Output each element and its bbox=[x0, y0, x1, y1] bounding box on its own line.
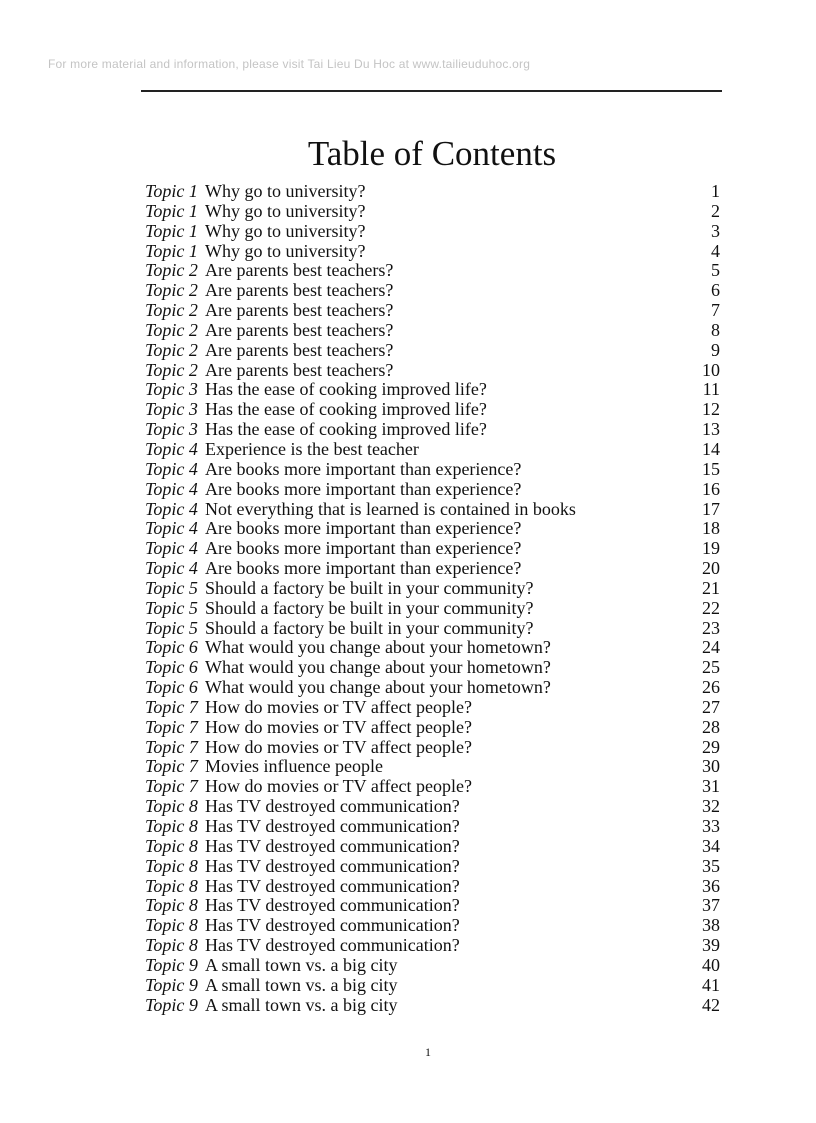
toc-page-number: 33 bbox=[702, 816, 720, 836]
toc-entry[interactable] bbox=[145, 439, 720, 459]
toc-entry-title: A small town vs. a big city bbox=[205, 974, 398, 995]
toc-topic-label: Topic 3 bbox=[145, 419, 198, 440]
toc-topic-label: Topic 3 bbox=[145, 399, 198, 420]
toc-page-number: 3 bbox=[711, 220, 720, 241]
toc-page-number: 9 bbox=[711, 339, 720, 360]
toc-topic-label: Topic 4 bbox=[145, 518, 198, 539]
toc-topic-label: Topic 8 bbox=[145, 835, 198, 856]
toc-entry-title: Why go to university? bbox=[205, 181, 366, 201]
toc-entry[interactable] bbox=[145, 221, 720, 241]
toc-page-number: 11 bbox=[702, 379, 720, 400]
toc-page-number: 18 bbox=[702, 518, 720, 539]
toc-entry[interactable] bbox=[145, 578, 720, 598]
toc-topic-label: Topic 8 bbox=[145, 875, 198, 896]
toc-entry-title: Not everything that is learned is contained in books bbox=[205, 498, 576, 519]
toc-entry-title: What would you change about your hometown? bbox=[205, 657, 551, 678]
toc-page-number: 41 bbox=[702, 974, 720, 995]
toc-entry[interactable] bbox=[145, 975, 720, 995]
toc-page-number: 22 bbox=[702, 597, 720, 618]
toc-page-number: 24 bbox=[702, 637, 720, 658]
toc-topic-label: Topic 1 bbox=[145, 181, 198, 201]
toc-page-number: 20 bbox=[702, 558, 720, 579]
toc-entry[interactable] bbox=[145, 697, 720, 717]
toc-entry[interactable] bbox=[145, 776, 720, 796]
toc-page-number: 1 bbox=[711, 181, 720, 201]
toc-entry-title: Has TV destroyed communication? bbox=[205, 816, 460, 836]
toc-entry[interactable] bbox=[145, 320, 720, 340]
toc-topic-label: Topic 2 bbox=[145, 280, 198, 301]
toc-page-number: 6 bbox=[711, 280, 720, 301]
toc-entry[interactable] bbox=[145, 915, 720, 935]
toc-entry[interactable] bbox=[145, 618, 720, 638]
toc-topic-label: Topic 4 bbox=[145, 498, 198, 519]
toc-entry-title: Has the ease of cooking improved life? bbox=[205, 419, 487, 440]
toc-entry-title: Are parents best teachers? bbox=[205, 260, 394, 281]
toc-entry[interactable] bbox=[145, 201, 720, 221]
toc-entry-title: A small town vs. a big city bbox=[205, 994, 398, 1015]
toc-entry-title: Experience is the best teacher bbox=[205, 438, 419, 459]
toc-topic-label: Topic 5 bbox=[145, 597, 198, 618]
toc-entry-title: Are parents best teachers? bbox=[205, 319, 394, 340]
toc-page-number: 27 bbox=[702, 696, 720, 717]
toc-topic-label: Topic 4 bbox=[145, 538, 198, 559]
toc-page-number: 40 bbox=[702, 954, 720, 975]
toc-page-number: 14 bbox=[702, 438, 720, 459]
toc-entry[interactable] bbox=[145, 260, 720, 280]
toc-page-number: 12 bbox=[702, 399, 720, 420]
toc-topic-label: Topic 4 bbox=[145, 438, 198, 459]
toc-page-number: 8 bbox=[711, 319, 720, 340]
toc-page-number: 21 bbox=[702, 577, 720, 598]
toc-page-number: 7 bbox=[711, 300, 720, 321]
toc-page-number: 4 bbox=[711, 240, 720, 261]
toc-topic-label: Topic 7 bbox=[145, 716, 198, 737]
toc-topic-label: Topic 1 bbox=[145, 240, 198, 261]
header-rule bbox=[141, 90, 722, 92]
toc-entry[interactable] bbox=[145, 499, 720, 519]
toc-entry-title: How do movies or TV affect people? bbox=[205, 736, 472, 757]
toc-page-number: 38 bbox=[702, 915, 720, 936]
toc-entry[interactable] bbox=[145, 598, 720, 618]
toc-entry-title: Why go to university? bbox=[205, 220, 366, 241]
toc-entry[interactable] bbox=[145, 360, 720, 380]
toc-entry[interactable] bbox=[145, 796, 720, 816]
toc-entry-title: Has the ease of cooking improved life? bbox=[205, 379, 487, 400]
toc-entry-title: Are books more important than experience? bbox=[205, 558, 522, 579]
toc-page-number: 31 bbox=[702, 776, 720, 797]
toc-topic-label: Topic 8 bbox=[145, 796, 198, 817]
toc-entry-title: Why go to university? bbox=[205, 200, 366, 221]
toc-topic-label: Topic 5 bbox=[145, 577, 198, 598]
toc-entry[interactable] bbox=[145, 895, 720, 915]
toc-entry-title: Has TV destroyed communication? bbox=[205, 796, 460, 817]
toc-entry[interactable] bbox=[145, 657, 720, 677]
page-title: Table of Contents bbox=[307, 134, 557, 173]
toc-topic-label: Topic 1 bbox=[145, 200, 198, 221]
toc-topic-label: Topic 6 bbox=[145, 657, 198, 678]
toc-page-number: 2 bbox=[711, 200, 720, 221]
toc-entry[interactable] bbox=[145, 181, 720, 201]
toc-page-number: 37 bbox=[702, 895, 720, 916]
toc-entry-title: Why go to university? bbox=[205, 240, 366, 261]
toc-entry-title: Has TV destroyed communication? bbox=[205, 935, 460, 956]
toc-entry-title: Are books more important than experience? bbox=[205, 458, 522, 479]
toc-entry[interactable] bbox=[145, 836, 720, 856]
toc-list bbox=[145, 181, 720, 1014]
toc-topic-label: Topic 7 bbox=[145, 776, 198, 797]
toc-page-number: 19 bbox=[702, 538, 720, 559]
toc-entry-title: Should a factory be built in your community? bbox=[205, 617, 534, 638]
toc-entry-title: Should a factory be built in your community? bbox=[205, 597, 534, 618]
toc-entry-title: Should a factory be built in your community? bbox=[205, 577, 534, 598]
toc-entry[interactable] bbox=[145, 379, 720, 399]
toc-topic-label: Topic 2 bbox=[145, 319, 198, 340]
toc-entry[interactable] bbox=[145, 935, 720, 955]
toc-topic-label: Topic 9 bbox=[145, 994, 198, 1015]
toc-page-number: 28 bbox=[702, 716, 720, 737]
toc-page-number: 35 bbox=[702, 855, 720, 876]
toc-entry[interactable] bbox=[145, 558, 720, 578]
toc-page-number: 32 bbox=[702, 796, 720, 817]
toc-page-number: 26 bbox=[702, 677, 720, 698]
toc-page-number: 5 bbox=[711, 260, 720, 281]
toc-entry-title: Are parents best teachers? bbox=[205, 339, 394, 360]
toc-topic-label: Topic 6 bbox=[145, 677, 198, 698]
toc-entry-title: Has TV destroyed communication? bbox=[205, 895, 460, 916]
toc-page-number: 29 bbox=[702, 736, 720, 757]
toc-entry[interactable] bbox=[145, 677, 720, 697]
toc-entry-title: How do movies or TV affect people? bbox=[205, 696, 472, 717]
toc-entry-title: Has the ease of cooking improved life? bbox=[205, 399, 487, 420]
toc-entry-title: A small town vs. a big city bbox=[205, 954, 398, 975]
toc-topic-label: Topic 6 bbox=[145, 637, 198, 658]
toc-entry-title: Are books more important than experience? bbox=[205, 518, 522, 539]
toc-topic-label: Topic 4 bbox=[145, 558, 198, 579]
toc-entry-title: Are parents best teachers? bbox=[205, 300, 394, 321]
toc-entry[interactable] bbox=[145, 241, 720, 261]
toc-page-number: 17 bbox=[702, 498, 720, 519]
toc-topic-label: Topic 8 bbox=[145, 855, 198, 876]
toc-entry-title: Has TV destroyed communication? bbox=[205, 915, 460, 936]
toc-entry[interactable] bbox=[145, 459, 720, 479]
toc-entry[interactable] bbox=[145, 518, 720, 538]
toc-entry-title: What would you change about your hometown? bbox=[205, 677, 551, 698]
toc-topic-label: Topic 4 bbox=[145, 478, 198, 499]
toc-page-number: 25 bbox=[702, 657, 720, 678]
toc-entry-title: Has TV destroyed communication? bbox=[205, 835, 460, 856]
toc-entry-title: Are parents best teachers? bbox=[205, 280, 394, 301]
toc-entry-title: Has TV destroyed communication? bbox=[205, 875, 460, 896]
page-number: 1 bbox=[425, 1045, 431, 1059]
toc-entry-title: What would you change about your hometown? bbox=[205, 637, 551, 658]
toc-entry-title: How do movies or TV affect people? bbox=[205, 776, 472, 797]
toc-topic-label: Topic 7 bbox=[145, 736, 198, 757]
toc-topic-label: Topic 3 bbox=[145, 379, 198, 400]
toc-topic-label: Topic 2 bbox=[145, 339, 198, 360]
toc-topic-label: Topic 2 bbox=[145, 260, 198, 281]
toc-entry[interactable] bbox=[145, 637, 720, 657]
toc-topic-label: Topic 8 bbox=[145, 915, 198, 936]
toc-topic-label: Topic 7 bbox=[145, 756, 198, 777]
toc-topic-label: Topic 8 bbox=[145, 816, 198, 836]
toc-entry-title: Are books more important than experience? bbox=[205, 538, 522, 559]
toc-page-number: 39 bbox=[702, 935, 720, 956]
toc-entry[interactable] bbox=[145, 538, 720, 558]
toc-entry[interactable] bbox=[145, 876, 720, 896]
toc-topic-label: Topic 7 bbox=[145, 696, 198, 717]
toc-page-number: 42 bbox=[702, 994, 720, 1015]
toc-topic-label: Topic 2 bbox=[145, 300, 198, 321]
toc-entry[interactable] bbox=[145, 756, 720, 776]
toc-entry[interactable] bbox=[145, 737, 720, 757]
watermark-text: For more material and information, please visit Tai Lieu Du Hoc at www.tailieuduhoc.org bbox=[48, 57, 531, 71]
toc-entry-title: Are books more important than experience? bbox=[205, 478, 522, 499]
toc-entry[interactable] bbox=[145, 399, 720, 419]
toc-topic-label: Topic 1 bbox=[145, 220, 198, 241]
toc-page-number: 34 bbox=[702, 835, 720, 856]
toc-entry[interactable] bbox=[145, 479, 720, 499]
toc-topic-label: Topic 8 bbox=[145, 895, 198, 916]
toc-entry-title: How do movies or TV affect people? bbox=[205, 716, 472, 737]
toc-page-number: 10 bbox=[702, 359, 720, 380]
toc-entry-title: Movies influence people bbox=[205, 756, 383, 777]
toc-entry[interactable] bbox=[145, 717, 720, 737]
toc-topic-label: Topic 4 bbox=[145, 458, 198, 479]
toc-topic-label: Topic 9 bbox=[145, 954, 198, 975]
toc-topic-label: Topic 8 bbox=[145, 935, 198, 956]
toc-entry[interactable] bbox=[145, 856, 720, 876]
toc-topic-label: Topic 9 bbox=[145, 974, 198, 995]
toc-entry[interactable] bbox=[145, 816, 720, 836]
toc-page-number: 16 bbox=[702, 478, 720, 499]
toc-page-number: 36 bbox=[702, 875, 720, 896]
toc-entry[interactable] bbox=[145, 280, 720, 300]
toc-page-number: 23 bbox=[702, 617, 720, 638]
toc-entry[interactable] bbox=[145, 955, 720, 975]
toc-entry[interactable] bbox=[145, 995, 720, 1015]
toc-entry[interactable] bbox=[145, 419, 720, 439]
toc-page-number: 15 bbox=[702, 458, 720, 479]
toc-topic-label: Topic 5 bbox=[145, 617, 198, 638]
toc-page-number: 30 bbox=[702, 756, 720, 777]
toc-entry[interactable] bbox=[145, 300, 720, 320]
toc-topic-label: Topic 2 bbox=[145, 359, 198, 380]
toc-entry[interactable] bbox=[145, 340, 720, 360]
toc-entry-title: Has TV destroyed communication? bbox=[205, 855, 460, 876]
toc-page-number: 13 bbox=[702, 419, 720, 440]
toc-entry-title: Are parents best teachers? bbox=[205, 359, 394, 380]
